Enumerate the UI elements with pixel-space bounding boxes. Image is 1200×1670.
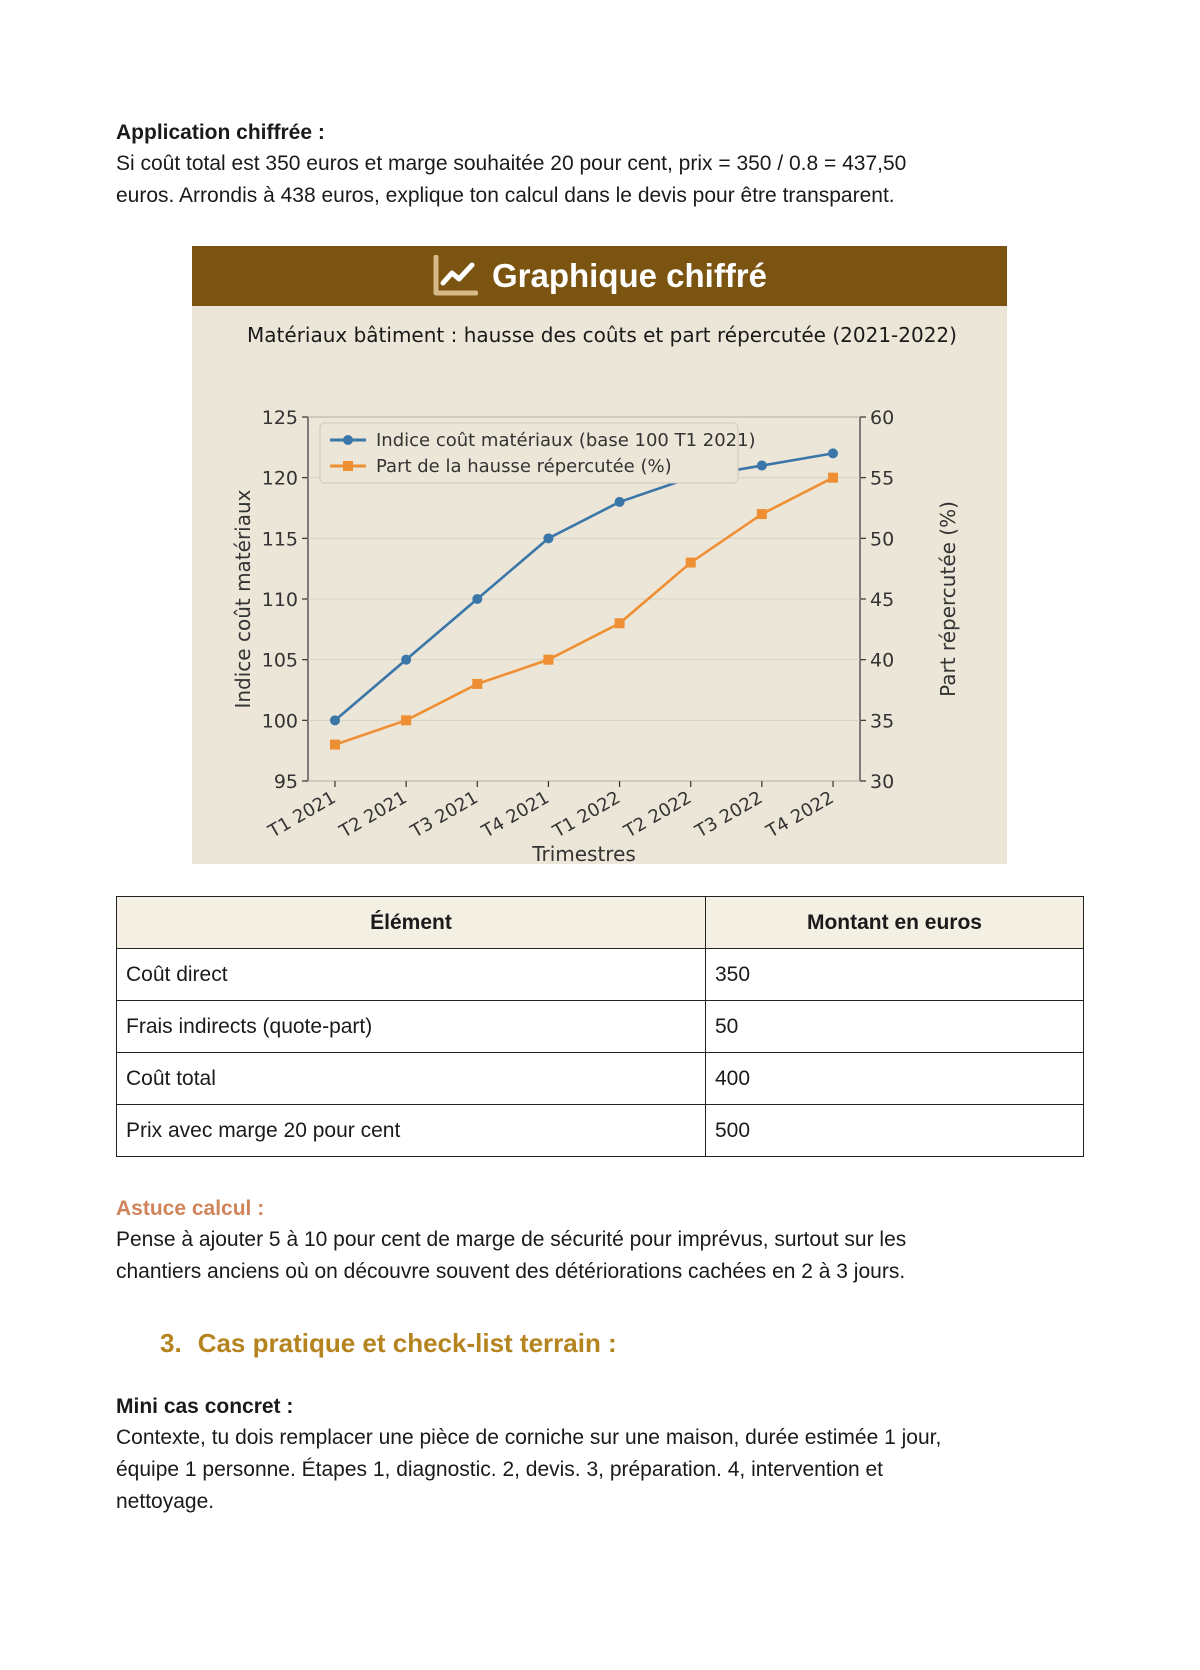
series-line-0 (335, 453, 833, 720)
tick-label-x: T1 2022 (549, 787, 625, 843)
table-row (117, 1105, 1084, 1157)
table-cell-label: Prix avec marge 20 pour cent (117, 1105, 706, 1157)
mini-cas-title: Mini cas concret : (116, 1395, 294, 1418)
data-point-part (472, 679, 482, 689)
data-point-part (330, 740, 340, 750)
chart-title: Matériaux bâtiment : hausse des coûts et part répercutée (2021-2022) (247, 323, 957, 347)
tick-label-x: T2 2022 (620, 787, 696, 843)
mini-cas-line-1: Contexte, tu dois remplacer une pièce de corniche sur une maison, durée estimée 1 jour, (116, 1426, 942, 1449)
table-cell-label: Coût direct (117, 949, 706, 1001)
table-row (117, 949, 1084, 1001)
table-header-amount: Montant en euros (706, 897, 1084, 949)
tick-label-x: T3 2021 (407, 787, 482, 843)
legend-entry-indice: Indice coût matériaux (base 100 T1 2021) (376, 430, 756, 451)
line-chart (192, 306, 1007, 864)
table-cell-value: 400 (706, 1053, 1084, 1105)
section-3-number: 3. (160, 1328, 182, 1358)
chart-panel (192, 246, 1007, 864)
mini-cas-section (116, 1392, 1086, 1518)
table-header-row (117, 897, 1084, 949)
tip-section (116, 1194, 1086, 1288)
tick-label-right: 60 (870, 407, 895, 429)
cost-table (116, 896, 1084, 1157)
tip-line-1: Pense à ajouter 5 à 10 pour cent de marge de sécurité pour imprévus, surtout sur les (116, 1228, 907, 1251)
data-point-indice (757, 461, 767, 471)
legend-entry-part: Part de la hausse répercutée (%) (376, 456, 672, 477)
tick-label-left: 120 (261, 467, 298, 490)
y-axis-label: Indice coût matériaux (231, 489, 255, 709)
tip-line-2: chantiers anciens où on découvre souvent des détériorations cachées en 2 à 3 jours. (116, 1260, 906, 1283)
data-point-part (615, 618, 625, 628)
left-axis-ticks (262, 407, 308, 793)
mini-cas-line-2: équipe 1 personne. Étapes 1, diagnostic. 2, devis. 3, préparation. 4, intervention et (116, 1458, 884, 1481)
data-point-part (401, 715, 411, 725)
tick-label-x: T4 2022 (762, 787, 838, 843)
y2-axis-label: Part répercutée (%) (936, 501, 960, 697)
table-header-element: Élément (117, 897, 706, 949)
tick-label-right: 30 (870, 771, 895, 793)
chart-banner (192, 246, 1007, 306)
data-point-indice (401, 655, 411, 665)
tick-label-left: 110 (261, 589, 298, 611)
tick-label-right: 50 (870, 528, 895, 551)
data-point-indice (828, 448, 838, 458)
application-line-1: Si coût total est 350 euros et marge souhaitée 20 pour cent, prix = 350 / 0.8 = 437,50 (116, 152, 907, 175)
section-3-title: Cas pratique et check-list terrain : (197, 1328, 617, 1358)
table-cell-label: Coût total (117, 1053, 706, 1105)
tick-label-left: 115 (261, 528, 298, 551)
application-line-2: euros. Arrondis à 438 euros, explique ton calcul dans le devis pour être transparent. (116, 184, 895, 207)
x-axis-ticks (264, 781, 837, 843)
tick-label-right: 40 (870, 649, 895, 672)
tick-label-x: T1 2021 (264, 787, 340, 843)
table-cell-value: 50 (706, 1001, 1084, 1053)
table-cell-value: 500 (706, 1105, 1084, 1157)
table-cell-label: Frais indirects (quote-part) (117, 1001, 706, 1053)
tick-label-x: T4 2021 (478, 787, 553, 843)
data-point-indice (330, 715, 340, 725)
tick-label-right: 35 (870, 710, 895, 733)
tick-label-left: 100 (261, 710, 298, 733)
section-3-heading (160, 1328, 617, 1359)
application-section (116, 118, 1086, 212)
data-point-part (757, 509, 767, 519)
x-axis-label: Trimestres (532, 842, 636, 864)
tick-label-x: T2 2021 (336, 787, 411, 843)
data-point-part (686, 558, 696, 568)
legend-swatch-marker-1 (343, 461, 353, 471)
chart-banner-title: Graphique chiffré (491, 257, 768, 294)
mini-cas-line-3: nettoyage. (116, 1490, 215, 1513)
tick-label-left: 105 (261, 649, 298, 672)
legend-swatch-marker-0 (343, 435, 353, 445)
table-row (117, 1001, 1084, 1053)
tip-title: Astuce calcul : (116, 1197, 265, 1220)
chart-legend (320, 423, 756, 483)
table-cell-value: 350 (706, 949, 1084, 1001)
tick-label-right: 55 (870, 467, 895, 490)
data-point-part (828, 473, 838, 483)
data-point-indice (615, 497, 625, 507)
tick-label-right: 45 (870, 589, 895, 611)
application-title: Application chiffrée : (116, 121, 325, 144)
tick-label-left: 125 (261, 407, 298, 429)
data-point-part (543, 655, 553, 665)
table-row (117, 1053, 1084, 1105)
line-chart-icon (432, 255, 478, 297)
right-axis-ticks (860, 407, 894, 793)
tick-label-left: 95 (273, 771, 298, 793)
data-point-indice (543, 533, 553, 543)
data-point-indice (472, 594, 482, 604)
tick-label-x: T3 2022 (691, 787, 767, 843)
